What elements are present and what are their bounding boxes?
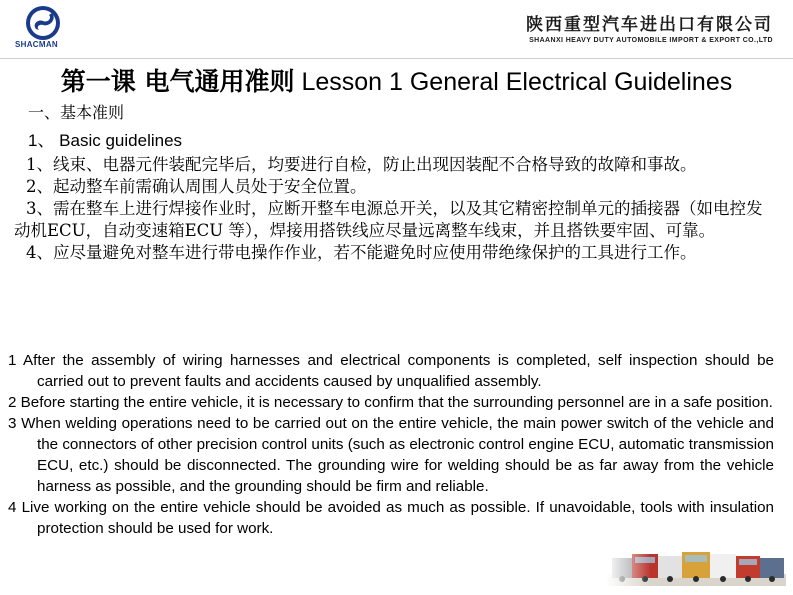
- trucks-lineup-image: [606, 544, 786, 586]
- guideline-en-item: 2 Before starting the entire vehicle, it is necessary to confirm that the surrounding personnel are in a safe position.: [8, 394, 773, 411]
- guideline-cn-item: 1、线束、电器元件装配完毕后，均要进行自检，防止出现因装配不合格导致的故障和事故。: [26, 155, 697, 174]
- guideline-cn-item: 2、起动整车前需确认周围人员处于安全位置。: [26, 177, 367, 196]
- page-title-en: Lesson 1 General Electrical Guidelines: [301, 68, 733, 96]
- guideline-cn-item: 4、应尽量避免对整车进行带电操作作业，若不能避免时应使用带绝缘保护的工具进行工作。: [26, 243, 697, 262]
- logo-wordmark: SHACMAN: [15, 40, 58, 49]
- company-name: [526, 10, 773, 44]
- section-heading-en: 1、 Basic guidelines: [28, 131, 183, 150]
- guideline-en-item: 4 Live working on the entire vehicle should be avoided as much as possible. If unavoidable, tools with insulation protection should be used for work.: [8, 499, 774, 537]
- guideline-en-item: 1 After the assembly of wiring harnesses and electrical components is completed, self inspection should be carried out to prevent faults and accidents caused by unqualified assembly.: [8, 352, 774, 390]
- header-divider: [0, 58, 793, 59]
- page-header: [0, 0, 793, 56]
- company-name-en: SHAANXI HEAVY DUTY AUTOMOBILE IMPORT & EXPORT CO.,LTD: [529, 37, 773, 44]
- guidelines-en: [8, 350, 774, 539]
- company-name-cn: 陕西重型汽车进出口有限公司: [526, 15, 773, 35]
- page-title: [0, 62, 793, 98]
- page-title-cn: 第一课 电气通用准则: [60, 67, 295, 96]
- section-heading-cn: 一、基本准则: [28, 103, 125, 122]
- guideline-cn-item: 3、需在整车上进行焊接作业时，应断开整车电源总开关，以及其它精密控制单元的插接器（如电控发动机ECU，自动变速箱ECU 等），焊接用搭铁线应尽量远离整车线束，并且搭铁要牢固、可靠。: [14, 199, 763, 240]
- guidelines-cn: [14, 154, 774, 264]
- guideline-en-item: 3 When welding operations need to be carried out on the entire vehicle, the main power switch of the vehicle and the connectors of other precision control units (such as electronic control engine ECU, automatic transmission ECU, etc.) should be disconnected. The grounding wire for welding should be as far away from the vehicle harness as possible, and the grounding should be firm and reliable.: [8, 415, 774, 495]
